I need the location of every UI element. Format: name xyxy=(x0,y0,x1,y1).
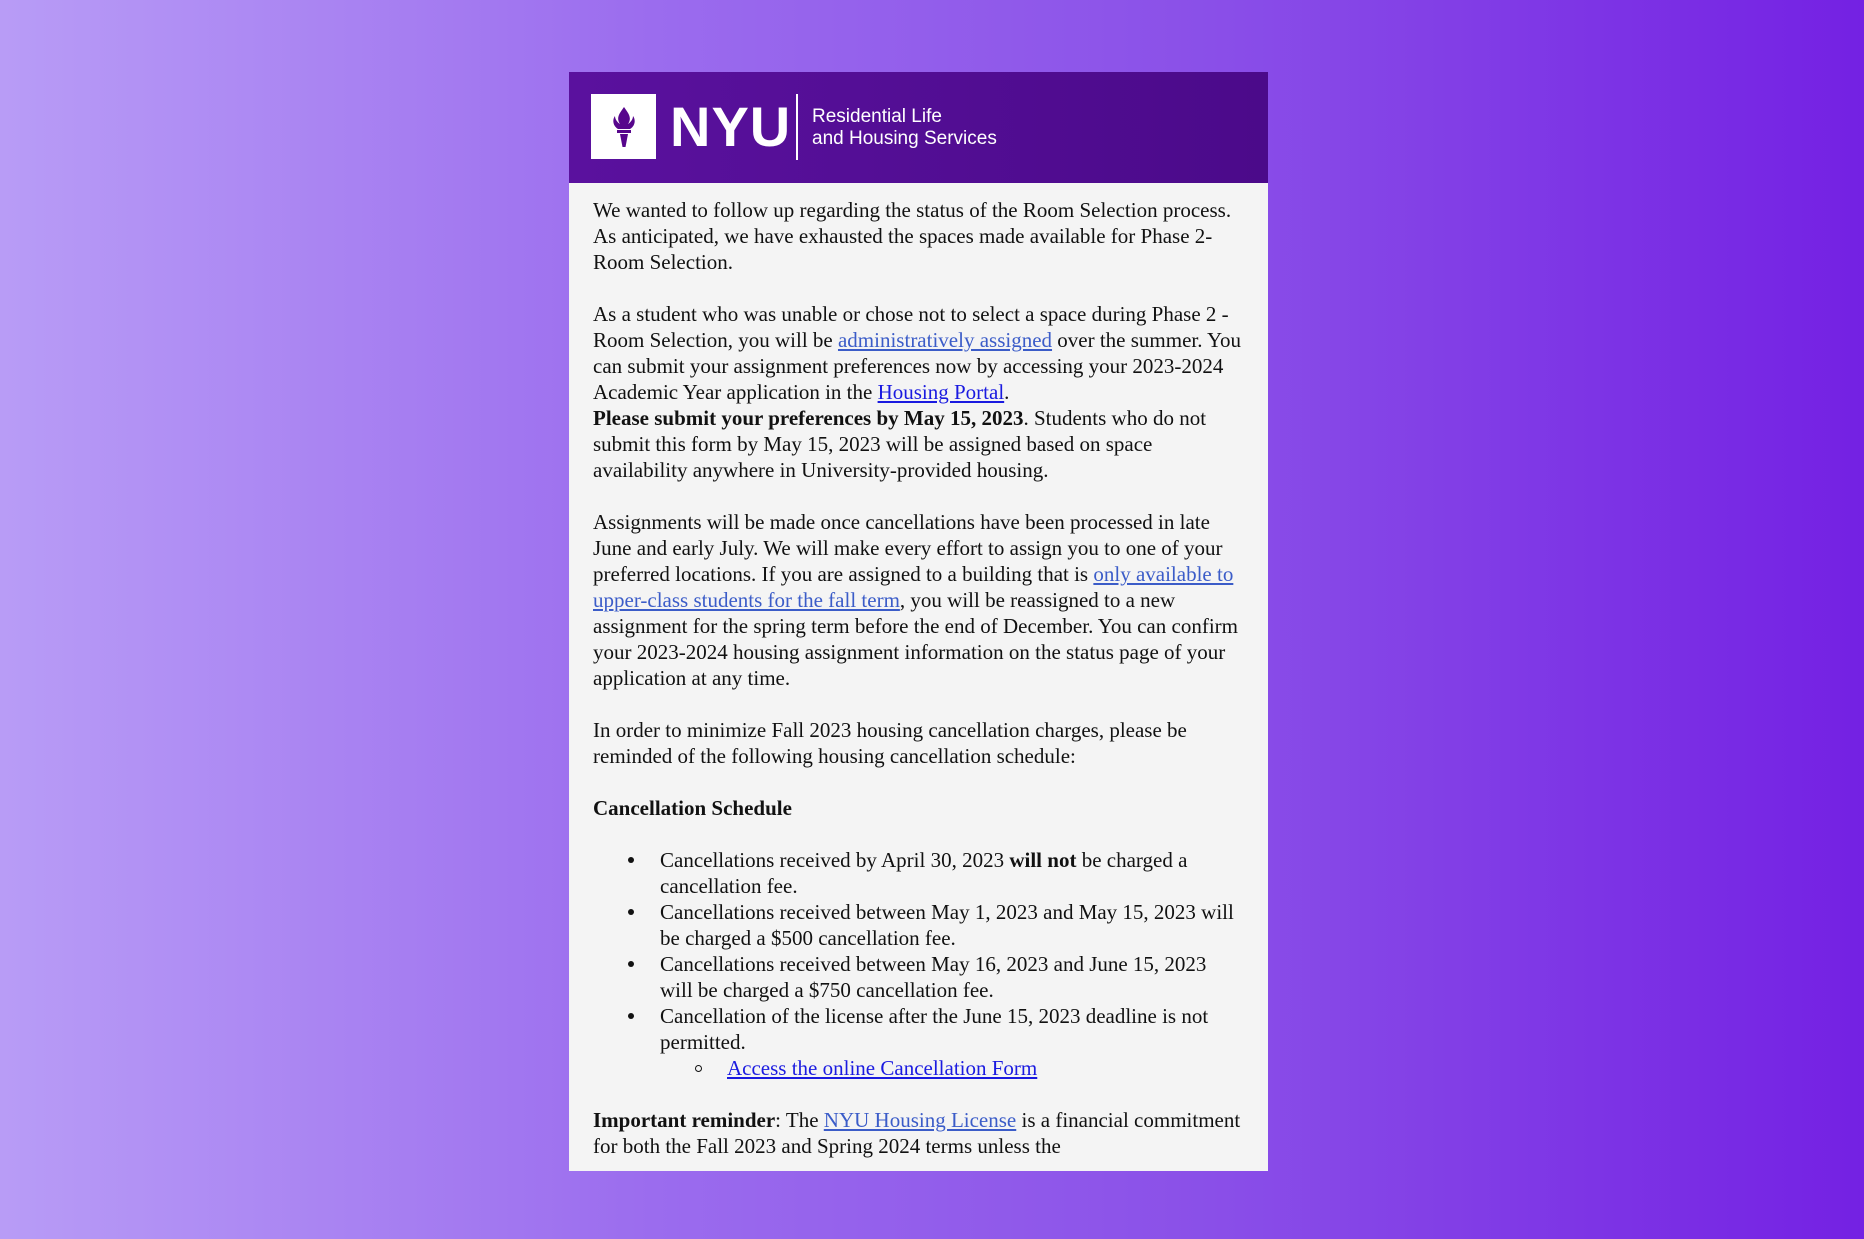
housing-license-link[interactable]: NYU Housing License xyxy=(823,1108,1017,1132)
paragraph-status: We wanted to follow up regarding the status of the Room Selection process. As anticipated, we have exhausted the spaces made available for Phase 2- Room Selection. xyxy=(593,198,1232,274)
schedule-heading: Cancellation Schedule xyxy=(593,796,792,820)
header-banner xyxy=(569,72,1268,183)
sub-list xyxy=(660,1055,1244,1081)
logo-divider xyxy=(796,94,798,160)
list-item: Cancellation of the license after the June 15, 2023 deadline is not permitted. Access the online Cancellation Form xyxy=(660,1003,1244,1081)
paragraph-assignment: As a student who was unable or chose not to select a space during Phase 2 - Room Selection, you will be administratively assigned over the summer. You can submit your assignment preferences now by accessing your 2023-2024 Academic Year application in the Housing Portal. Please submit your preferences by May 15, 2023. Students who do not submit this form by May 15, 2023 will be assigned based on space availability anywhere in University-provided housing. xyxy=(593,302,1242,482)
department-line-1: Residential Life xyxy=(812,106,942,127)
sub-list-item xyxy=(727,1055,1244,1081)
paragraph-reminder: In order to minimize Fall 2023 housing cancellation charges, please be reminded of the following housing cancellation schedule: xyxy=(593,718,1187,768)
list-item: Cancellations received between May 16, 2023 and June 15, 2023 will be charged a $750 cancellation fee. xyxy=(660,951,1244,1003)
nyu-wordmark: NYU xyxy=(670,95,792,158)
deadline-bold: Please submit your preferences by May 15, 2023 xyxy=(593,406,1024,430)
paragraph-cancellations: Assignments will be made once cancellations have been processed in late June and early July. We will make every effort to assign you to one of your preferred locations. If you are assigned to a building that is only available to upper-class students for the fall term, you will be reassigned to a new assignment for the spring term before the end of December. You can confirm your 2023-2024 housing assignment information on the status page of your application at any time. xyxy=(593,510,1238,690)
paragraph-important-reminder: Important reminder: The NYU Housing License is a financial commitment for both the Fall 2023 and Spring 2024 terms unless the xyxy=(593,1108,1241,1158)
department-line-2: and Housing Services xyxy=(812,128,997,149)
cancellation-form-link[interactable]: Access the online Cancellation Form xyxy=(727,1056,1038,1080)
upper-class-link[interactable]: only available to upper-class students for the fall term xyxy=(593,562,1234,612)
list-item: Cancellations received between May 1, 2023 and May 15, 2023 will be charged a $500 cancellation fee. xyxy=(660,899,1244,951)
housing-portal-link[interactable]: Housing Portal xyxy=(877,380,1005,404)
torch-icon xyxy=(607,105,641,149)
cancellation-schedule-list xyxy=(593,847,1244,1081)
administratively-assigned-link[interactable]: administratively assigned xyxy=(837,328,1053,352)
email-body xyxy=(569,72,1268,1171)
department-name xyxy=(812,106,997,150)
email-content xyxy=(569,183,1268,1159)
list-item: Cancellations received by April 30, 2023 will not be charged a cancellation fee. xyxy=(660,847,1244,899)
nyu-logo xyxy=(591,94,656,159)
